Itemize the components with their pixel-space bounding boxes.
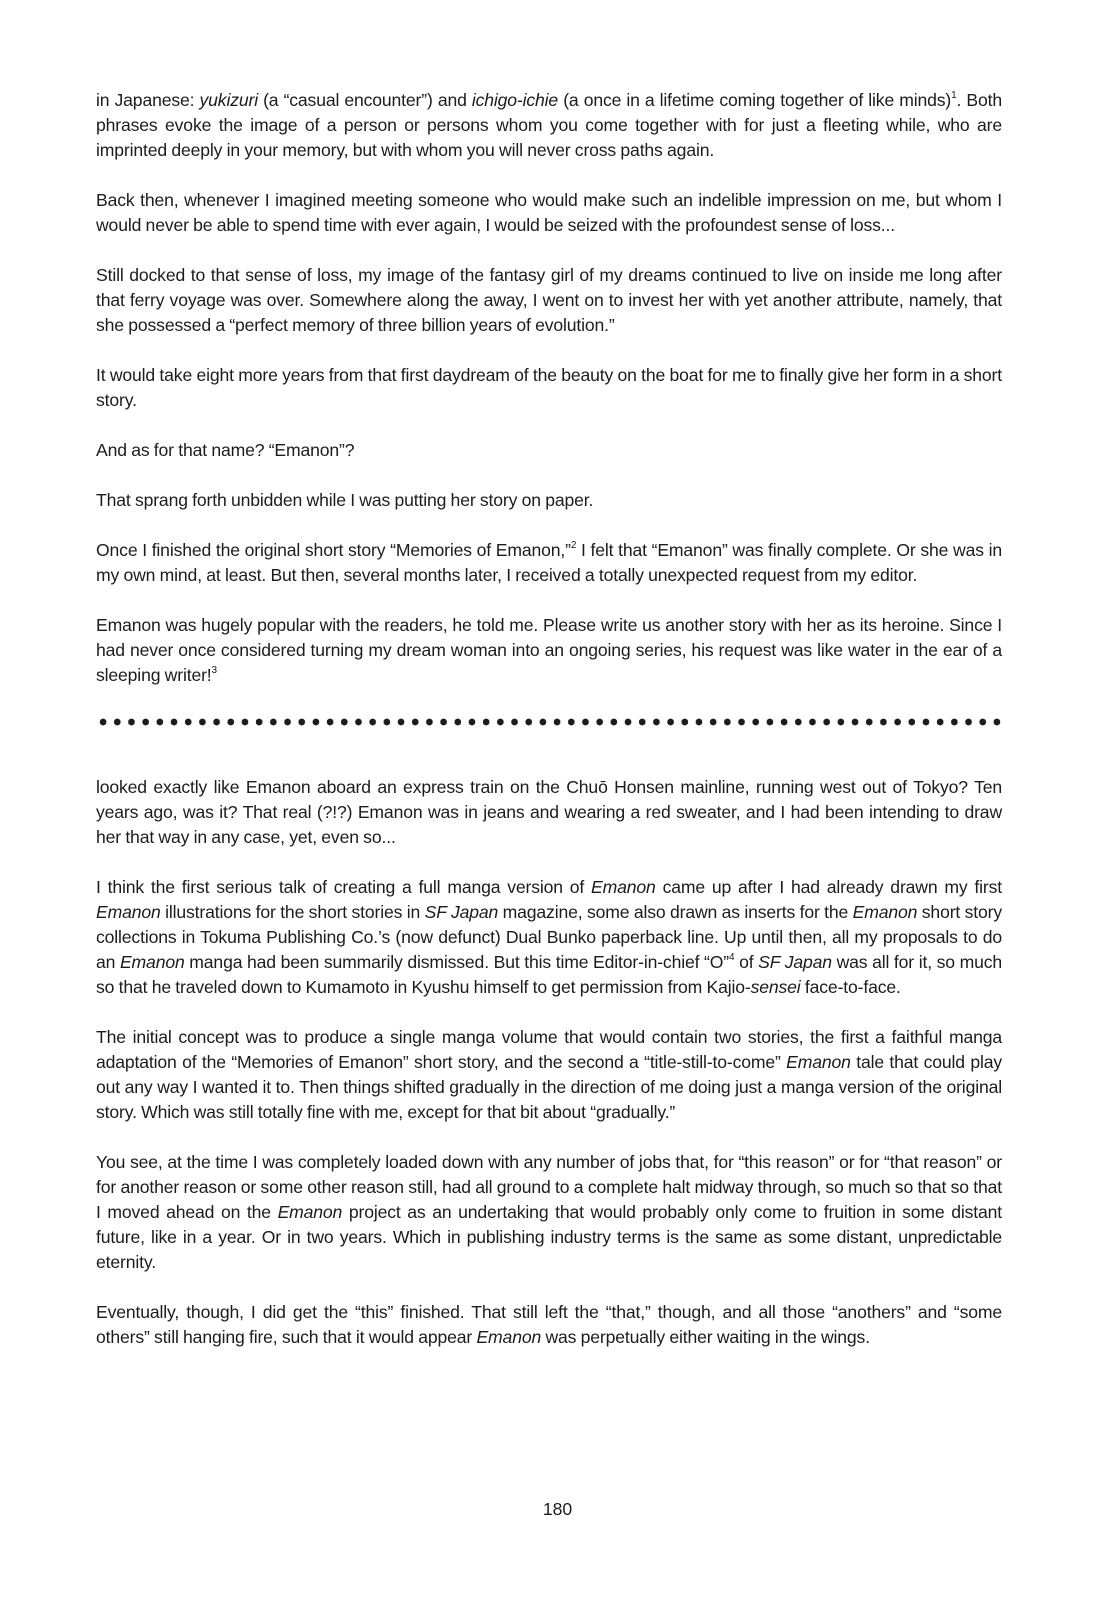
italic-term: SF Japan (758, 952, 832, 972)
text-run: of (734, 952, 759, 972)
text-run: Emanon was hugely popular with the readers, he told me. Please write us another story with her as its heroine. Since I had never once considered turning my dream woman into an ongoing series, his request was like water in the ear of a sleeping writer! (96, 615, 1002, 685)
text-run: project as an undertaking that would probably only come to fruition in some distant future, like in a year. Or in two years. Which in publishing industry terms is the same as some distant, unpredictable eternity. (96, 1202, 1002, 1272)
paragraph: And as for that name? “Emanon”? (96, 440, 355, 460)
page-number: 180 (542, 1499, 573, 1519)
italic-term: Emanon (852, 902, 918, 922)
text-run: Once I finished the original short story “Memories of Emanon,” (96, 540, 571, 560)
text-run: (a “casual encounter”) and (257, 90, 472, 110)
text-run: I think the first serious talk of creating a full manga version of (96, 877, 592, 897)
text-run: You see, at the time I was completely loaded down with any number of jobs that, for “this reason” or for “that reason” or for another reason or some other reason still, had all ground to a complete halt midway through, so much so that so that I moved ahead on the (96, 1152, 1002, 1222)
italic-term: yukizuri (199, 90, 258, 110)
text-run: was perpetually either waiting in the wings. (541, 1327, 870, 1347)
footnote-marker: 2 (570, 540, 577, 552)
page-body (96, 88, 1002, 1350)
italic-term: sensei (750, 977, 801, 997)
paragraph (96, 88, 1002, 163)
paragraph (96, 875, 1002, 1000)
paragraph (96, 1025, 1002, 1125)
section-lower (96, 775, 1002, 1350)
italic-term: Emanon (277, 1202, 343, 1222)
footnote-marker: 1 (951, 90, 957, 102)
section-upper (96, 88, 1002, 688)
paragraph: Back then, whenever I imagined meeting someone who would make such an indelible impression on me, but whom I would never be able to spend time with ever again, I would be seized with the profoundest sense of loss... (96, 190, 1002, 235)
paragraph: That sprang forth unbidden while I was putting her story on paper. (96, 490, 594, 510)
italic-term: Emanon (96, 902, 161, 922)
paragraph: It would take eight more years from that first daydream of the beauty on the boat for me to finally give her form in a short story. (96, 365, 1002, 410)
paragraph: Still docked to that sense of loss, my image of the fantasy girl of my dreams continued to live on inside me long after that ferry voyage was over. Somewhere along the away, I went on to invest her with yet another attribute, namely, that she possessed a “perfect memory of three billion years of evolution.” (96, 265, 1002, 335)
text-run: short story collections in Tokuma Publishing Co.’s (now defunct) Dual Bunko paperback line. Up until then, all my proposals to do an (96, 902, 1002, 972)
text-run: in Japanese: (96, 90, 200, 110)
text-run: illustrations for the short stories in (160, 902, 425, 922)
text-run: face-to-face. (800, 977, 901, 997)
text-run: manga had been summarily dismissed. But this time Editor-in-chief “O” (184, 952, 729, 972)
italic-term: SF Japan (424, 902, 499, 922)
italic-term: Emanon (591, 877, 656, 897)
italic-term: Emanon (119, 952, 185, 972)
italic-term: ichigo-ichie (471, 90, 559, 110)
footnote-marker: 4 (728, 952, 735, 964)
paragraph (96, 1300, 1002, 1350)
text-run: was all for it, so much so that he traveled down to Kumamoto in Kyushu himself to get permission from Kajio- (96, 952, 1003, 997)
text-run: The initial concept was to produce a single manga volume that would contain two stories, the first a faithful manga adaptation of the “Memories of Emanon” short story, and the second a “title-still-to-come” (96, 1027, 1002, 1072)
paragraph (96, 1150, 1002, 1275)
dotted-divider (96, 717, 1002, 727)
text-run: (a once in a lifetime coming together of like minds) (558, 90, 952, 110)
paragraph: looked exactly like Emanon aboard an express train on the Chuō Honsen mainline, running west out of Tokyo? Ten years ago, was it? That real (?!?) Emanon was in jeans and wearing a red sweater, and I had been intending to draw her that way in any case, yet, even so... (96, 777, 1002, 847)
text-run: . Both phrases evoke the image of a person or persons whom you come together with for just a fleeting while, who are imprinted deeply in your memory, but with whom you will never cross paths again. (96, 90, 1002, 160)
paragraph (96, 538, 1002, 588)
text-run: came up after I had already drawn my first (655, 877, 1002, 897)
paragraph (96, 613, 1002, 688)
text-run: I felt that “Emanon” was finally complete. Or she was in my own mind, at least. But then, several months later, I received a totally unexpected request from my editor. (96, 540, 1002, 585)
text-run: magazine, some also drawn as inserts for the (498, 902, 853, 922)
italic-term: Emanon (786, 1052, 851, 1072)
italic-term: Emanon (476, 1327, 542, 1347)
text-run: Eventually, though, I did get the “this” finished. That still left the “that,” though, and all those “anothers” and “some others” still hanging fire, such that it would appear (96, 1302, 1002, 1347)
footnote-marker: 3 (211, 665, 217, 677)
text-run: tale that could play out any way I wanted it to. Then things shifted gradually in the direction of me doing just a manga version of the original story. Which was still totally fine with me, except for that bit about “gradually.” (96, 1052, 1002, 1122)
